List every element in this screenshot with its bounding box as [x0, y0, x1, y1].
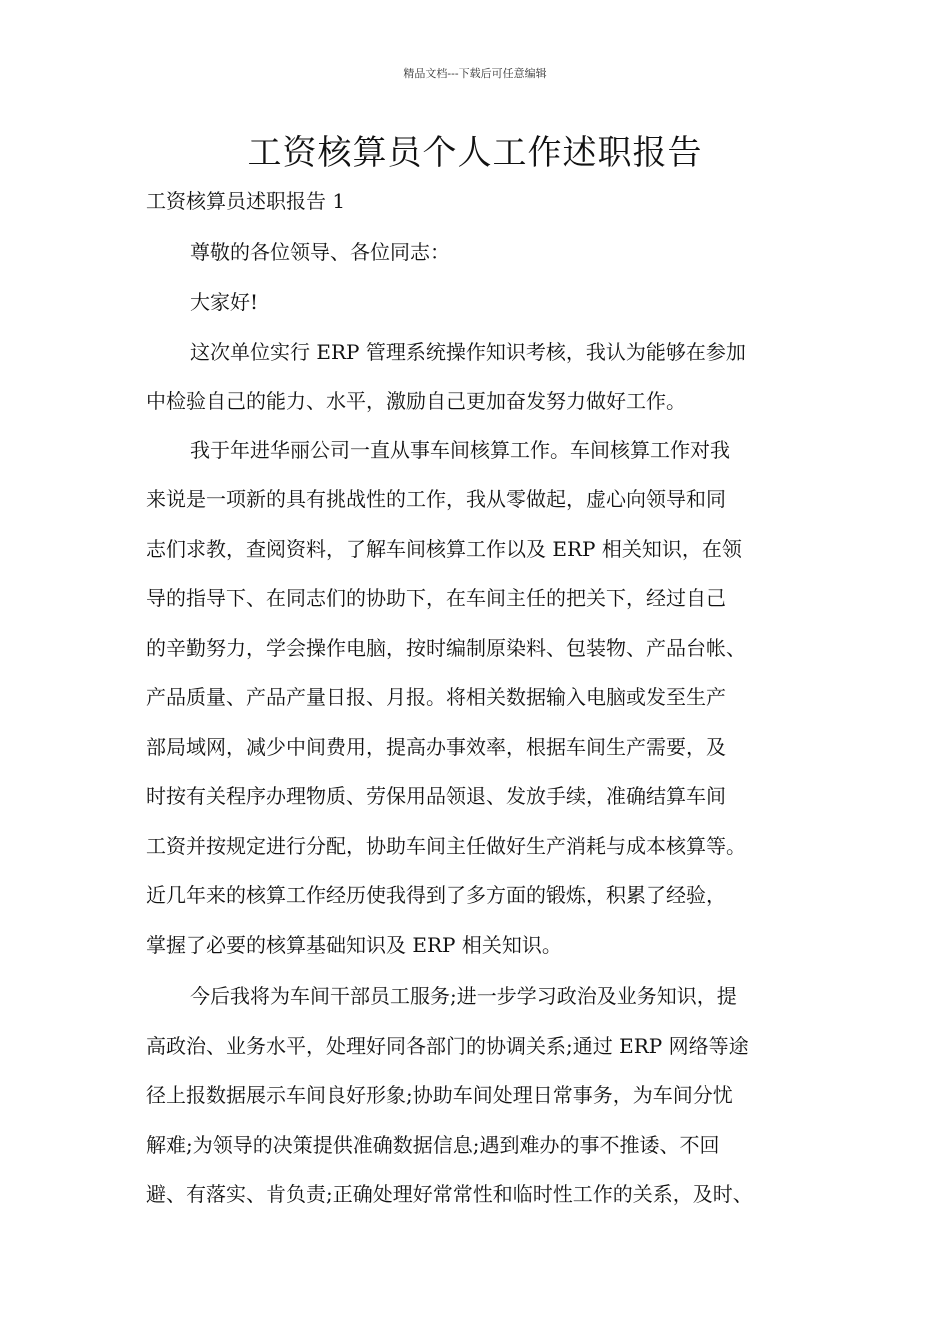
paragraph-line: 今后我将为车间干部员工服务;进一步学习政治及业务知识，提 — [190, 984, 737, 1008]
paragraph-line: 来说是一项新的具有挑战性的工作，我从零做起，虚心向领导和同 — [146, 487, 726, 511]
paragraph-line: 这次单位实行 ERP 管理系统操作知识考核，我认为能够在参加 — [190, 340, 746, 364]
section-heading: 工资核算员述职报告 1 — [146, 189, 346, 213]
paragraph-line: 解难;为领导的决策提供准确数据信息;遇到难办的事不推诿、不回 — [146, 1133, 720, 1157]
paragraph-line: 避、有落实、肯负责;正确处理好常常性和临时性工作的关系，及时、 — [146, 1182, 753, 1206]
salutation: 尊敬的各位领导、各位同志： — [190, 240, 450, 264]
paragraph-line: 部局域网，减少中间费用，提高办事效率，根据车间生产需要，及 — [146, 735, 726, 759]
paragraph-line: 工资并按规定进行分配，协助车间主任做好生产消耗与成本核算等。 — [146, 834, 746, 858]
paragraph-line: 时按有关程序办理物质、劳保用品领退、发放手续，准确结算车间 — [146, 784, 726, 808]
paragraph-line: 产品质量、产品产量日报、月报。将相关数据输入电脑或发至生产 — [146, 685, 726, 709]
paragraph-line: 志们求教，查阅资料，了解车间核算工作以及 ERP 相关知识，在领 — [146, 537, 742, 561]
paragraph-line: 高政治、业务水平，处理好同各部门的协调关系;通过 ERP 网络等途 — [146, 1034, 749, 1058]
paragraph-line: 我于年进华丽公司一直从事车间核算工作。车间核算工作对我 — [190, 438, 730, 462]
paragraph-line: 中检验自己的能力、水平，激励自己更加奋发努力做好工作。 — [146, 389, 686, 413]
paragraph-line: 导的指导下、在同志们的协助下，在车间主任的把关下，经过自己 — [146, 586, 726, 610]
paragraph-line: 掌握了必要的核算基础知识及 ERP 相关知识。 — [146, 933, 562, 957]
paragraph-line: 近几年来的核算工作经历使我得到了多方面的锻炼，积累了经验， — [146, 883, 726, 907]
paragraph-line: 径上报数据展示车间良好形象;协助车间处理日常事务，为车间分忧 — [146, 1083, 733, 1107]
greeting: 大家好! — [190, 290, 259, 314]
header-note: 精品文档---下载后可任意编辑 — [403, 67, 547, 80]
paragraph-line: 的辛勤努力，学会操作电脑，按时编制原染料、包装物、产品台帐、 — [146, 636, 746, 660]
document-title: 工资核算员个人工作述职报告 — [247, 133, 703, 173]
